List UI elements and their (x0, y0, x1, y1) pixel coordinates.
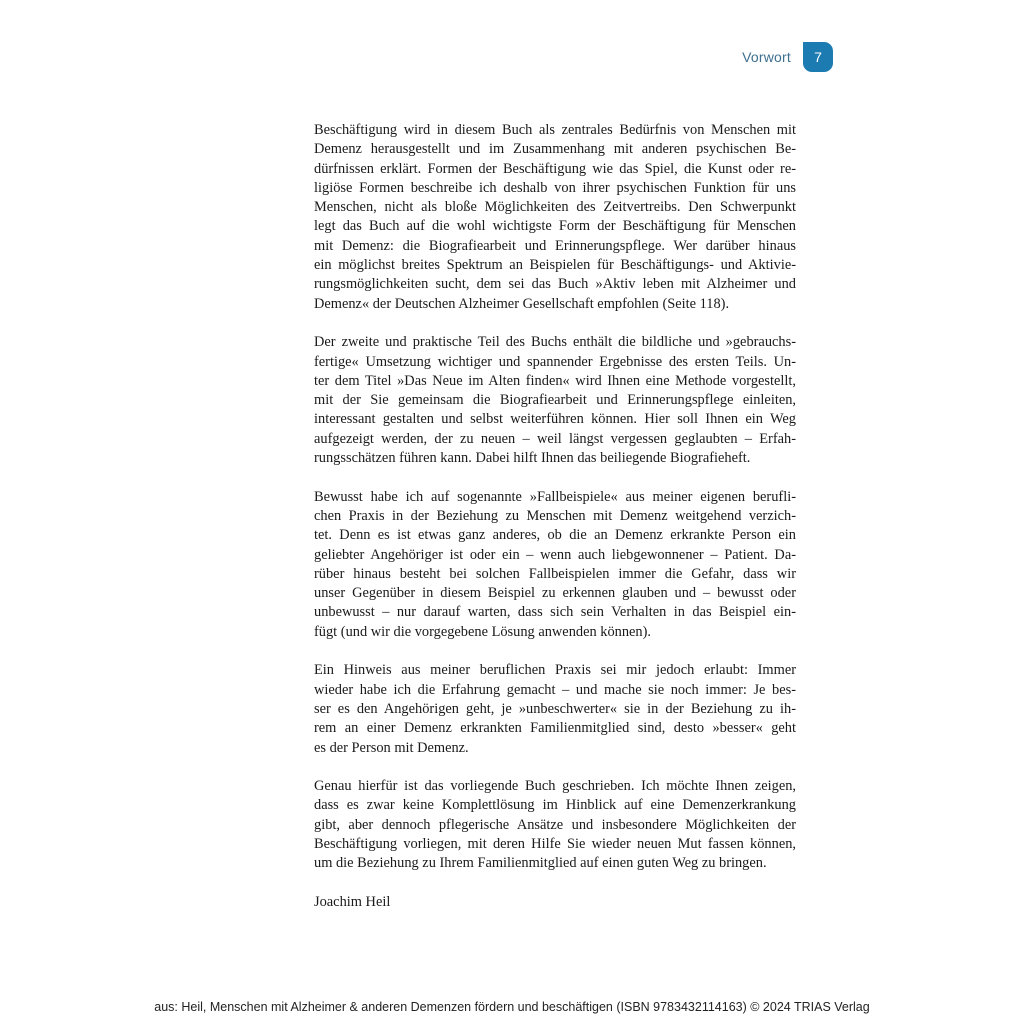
text-line: Beschäftigung wird in diesem Buch als zentrales Bedürfnis von Menschen mit (314, 122, 796, 138)
text-line: Menschen, nicht als bloße Möglichkeiten des Zeitvertreibs. Den Schwerpunkt (314, 199, 796, 216)
text-line: ter dem Titel »Das Neue im Alten finden« wird Ihnen eine Methode vorgestellt, (314, 372, 796, 389)
text-line: gibt, aber dennoch pflegerische Ansätze und insbesondere Möglichkeiten der (314, 816, 796, 833)
text-line: unser Gegenüber in diesem Beispiel zu erkennen glauben und – bewusst oder (314, 585, 796, 602)
text-line: rungsmöglichkeiten sucht, dem sei das Buch »Aktiv leben mit Alzheimer und (314, 276, 796, 293)
text-line: fertige« Umsetzung wichtiger und spannender Ergebnisse des ersten Teils. Un- (314, 353, 796, 370)
body-text (314, 121, 796, 912)
text-line: Demenz herausgestellt und im Zusammenhang mit anderen psychischen Be- (314, 141, 796, 158)
text-line: Genau hierfür ist das vorliegende Buch geschrieben. Ich möchte Ihnen zeigen, (314, 778, 796, 795)
paragraph (314, 661, 796, 757)
text-line: unbewusst – nur darauf warten, dass sich sein Verhalten in das Beispiel ein- (314, 604, 796, 621)
text-line: Bewusst habe ich auf sogenannte »Fallbeispiele« aus meiner eigenen berufli- (314, 488, 796, 505)
text-line: um die Beziehung zu Ihrem Familienmitglied auf einen guten Weg zu bringen. (314, 855, 767, 872)
text-line: chen Praxis in der Beziehung zu Menschen mit Demenz weitgehend verzich- (314, 507, 796, 524)
text-line: ser es den Angehörigen geht, je »unbeschwerter« sie in der Beziehung zu ih- (314, 700, 796, 717)
paragraph (314, 121, 796, 314)
author-signature: Joachim Heil (314, 893, 391, 910)
running-header (742, 42, 833, 72)
text-line: fügt (und wir die vorgegebene Lösung anwenden können). (314, 623, 652, 640)
text-line: Ein Hinweis aus meiner beruflichen Praxis sei mir jedoch erlaubt: Immer (314, 662, 796, 679)
text-line: Der zweite und praktische Teil des Buchs enthält die bildliche und »gebrauchs- (314, 334, 796, 351)
text-line: mit der Sie gemeinsam die Biografiearbeit und Erinnerungspflege einleiten, (314, 392, 796, 409)
text-line: geliebter Angehöriger ist oder ein – wenn auch liebgewonnener – Patient. Da- (314, 546, 796, 563)
text-line: aufgezeigt werden, der zu neuen – weil längst vergessen geglaubten – Erfah- (314, 430, 796, 447)
paragraph (314, 777, 796, 873)
text-line: ein möglichst breites Spektrum an Beispielen für Beschäftigungs- und Aktivie- (314, 257, 796, 274)
text-line: legt das Buch auf die wohl wichtigste Form der Beschäftigung für Menschen (314, 218, 796, 235)
source-footer: aus: Heil, Menschen mit Alzheimer & anderen Demenzen fördern und beschäftigen (ISBN 9783432114163) © 2024 TRIAS Verlag (154, 1000, 870, 1014)
text-line: rem an einer Demenz erkrankten Familienmitglied sind, desto »besser« geht (314, 720, 796, 737)
text-line: ligiöse Formen beschreibe ich deshalb von ihrer psychischen Funktion für uns (314, 179, 796, 196)
paragraph (314, 333, 796, 468)
text-line: dass es zwar keine Komplettlösung im Hinblick auf eine Demenzerkrankung (314, 797, 796, 814)
paragraph (314, 488, 796, 642)
chapter-title: Vorwort (742, 49, 791, 65)
text-line: Beschäftigung vorliegen, mit deren Hilfe Sie wieder neuen Mut fassen können, (314, 835, 796, 852)
text-line: tet. Denn es ist etwas ganz anderes, ob die an Demenz erkrankte Person ein (314, 527, 796, 544)
page-number-badge: 7 (803, 42, 833, 72)
text-line: rüber hinaus besteht bei solchen Fallbeispielen immer die Gefahr, dass wir (314, 565, 796, 582)
text-line: mit Demenz: die Biografiearbeit und Erinnerungspflege. Wer darüber hinaus (314, 237, 796, 254)
text-line: es der Person mit Demenz. (314, 739, 469, 756)
text-line: Demenz« der Deutschen Alzheimer Gesellschaft empfohlen (Seite 118). (314, 295, 730, 312)
text-line: interessant gestalten und selbst weiterführen können. Hier soll Ihnen ein Weg (314, 411, 796, 428)
text-line: dürfnissen erklärt. Formen der Beschäftigung wie das Spiel, die Kunst oder re- (314, 160, 796, 177)
text-line: wieder habe ich die Erfahrung gemacht – und mache sie noch immer: Je bes- (314, 681, 796, 698)
text-line: rungsschätzen führen kann. Dabei hilft Ihnen das beiliegende Biografieheft. (314, 450, 751, 467)
